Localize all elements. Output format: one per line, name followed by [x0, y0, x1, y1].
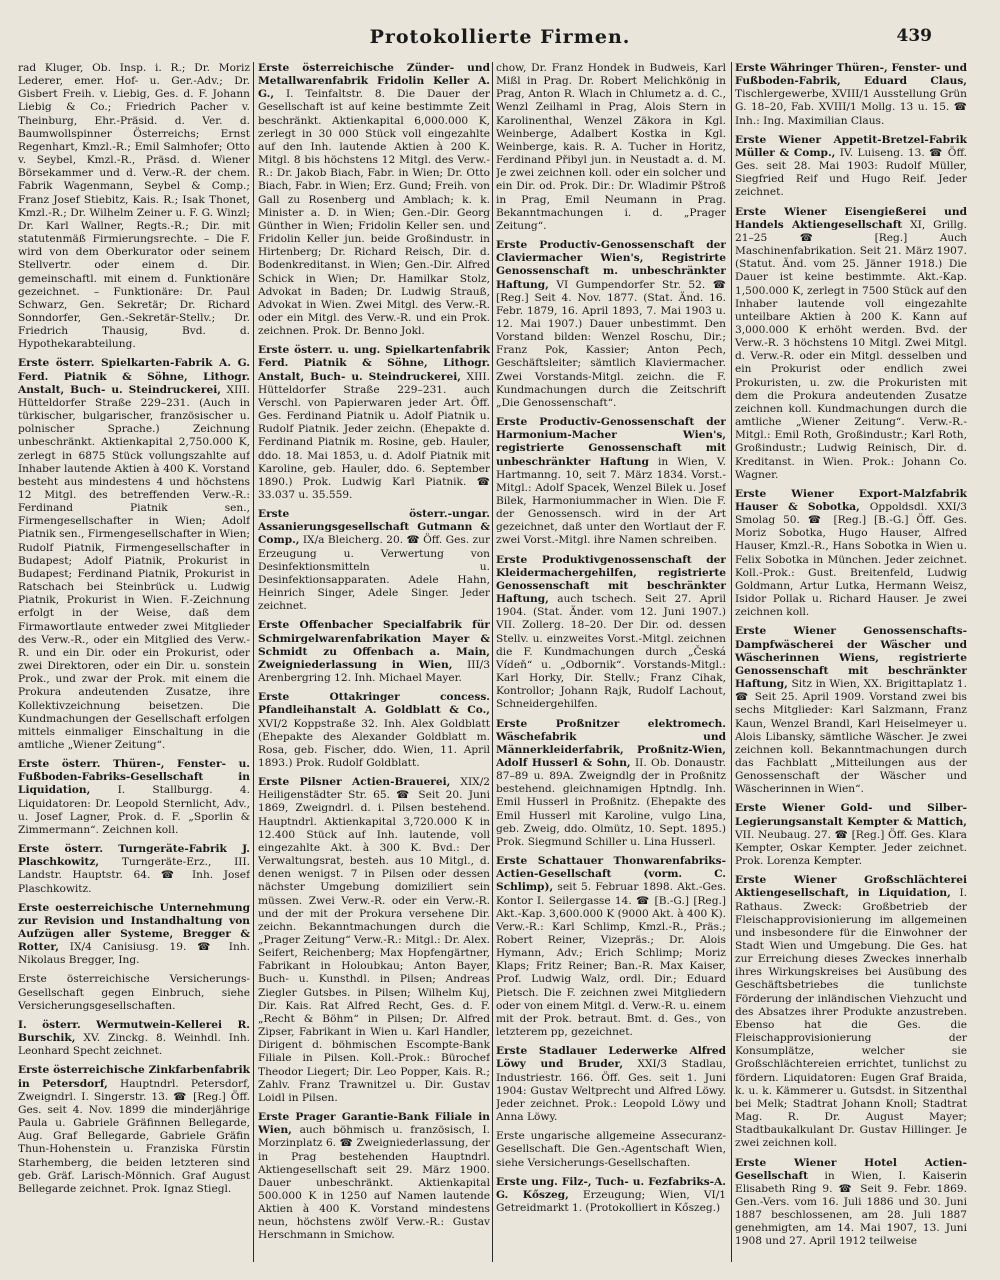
directory-entry: [258, 344, 490, 502]
firm-details: XIII. Hütteldorfer Straße 229–231. auch Verschl. von Papierwaren jeder Art. Öff. Ges. Ferdinand Piatnik u. Adolf Piatnik u. Rudolf Piatnik. Jeder zeichn. (Ehepakte d. Ferdinand Piatnik m. Rosine, geb. Hauler, ddo. 18. Mai 1853, u. d. Adolf Piatnik mit Karoline, geb. Hauler, ddo. 6. September 1890.) Prok. Ludwig Karl Piatnik. ☎ 33.037 u. 35.559.: [258, 370, 490, 501]
column-3: [496, 62, 726, 1262]
firm-name: Erste österr. u. ung. Spielkartenfabrik Ferd. Piatnik & Söhne, Lithogr. Anstalt, Buch- u. Steindruckerei,: [258, 344, 490, 383]
directory-entry: [735, 1157, 967, 1249]
running-title: Protokollierte Firmen.: [369, 26, 631, 48]
firm-details: XVI/2 Koppstraße 32. Inh. Alex Goldblatt (Ehepakte des Alexander Goldblatt m. Rosa, geb. Fischer, ddo. Wien, 11. April 1893.) Prok. Rudolf Goldblatt.: [258, 717, 490, 769]
firm-name: Erste österr.-ungar. Assanierungsgesellschaft Gutmann & Comp.,: [258, 508, 490, 547]
directory-entry: [18, 843, 250, 896]
directory-entry: [735, 62, 967, 128]
firm-details: I. Teinfaltstr. 8. Die Dauer der Gesellschaft ist auf keine bestimmte Zeit beschränkt. Aktienkapital 6,000.000 K, zerlegt in 30 000 Stück voll eingezahlte auf den Inh. lautende Aktien à 200 K. Mitgl. 8 bis höchstens 12 Mitgl. des Verw.-R.: Dr. Jakob Biach, Fabr. in Wien; Dr. Otto Biach, Fabr. in Wien; Erz. Gund; Freih. von Gall zu Rosenberg und Amblach; k. k. Minister a. D. in Wien; Gen.-Dir. Georg Günther in Wien; Fridolin Keller sen. und Fridolin Keller jun. beide Großindustr. in Hirtenberg; Dr. Richard Reisch, Dir. d. Bodenkreditanst. in Wien; Gen.-Dir. Alfred Schick in Wien; Dr. Hamilkar Stolz, Advokat in Baden; Dr. Ludwig Strauß, Advokat in Wien. Zwei Mitgl. des Verw.-R. oder ein Mitgl. des Verw.-R. und ein Prok. zeichnen. Prok. Dr. Benno Jokl.: [258, 88, 490, 338]
firm-name: Erste Productiv-Genossenschaft der Harmonium-Macher Wien's, registrierte Genossenschaft mit unbeschränkter Haftung: [496, 416, 726, 468]
directory-entry: [18, 1019, 250, 1058]
firm-details: VII. Neubaug. 27. ☎ [Reg.] Öff. Ges. Klara Kempter, Oskar Kempter. Jeder zeichnet. Prok. Lorenza Kempter.: [735, 828, 967, 868]
directory-entry: [496, 62, 726, 233]
firm-details: Sitz in Wien, XX. Brigittaplatz 1. ☎ Seit 25. April 1909. Vorstand zwei bis sechs Mitglieder: Karl Salzmann, Franz Kaun, Wenzel Brandl, Karl Heiselmeyer u. Alois Libansky, sämtliche Wäscher. Je zwei zeichnen koll. Bekanntmachungen durch das Fachblatt „Mitteilungen aus der Genossenschaft der Wäscher und Wäscherinnen in Wien“.: [735, 678, 967, 796]
firm-name: Erste Wiener Export-Malzfabrik Hauser & Sobotka,: [735, 487, 967, 513]
directory-entry: [18, 1064, 250, 1196]
firm-name: Erste Proßnitzer elektromech. Wäschefabrik und Männerkleiderfabrik, Proßnitz-Wien, Adolf Husserl & Sohn,: [496, 717, 726, 769]
firm-name: Erste Wiener Eisengießerei und Handels Aktiengesellschaft: [735, 205, 967, 231]
directory-entry: [18, 973, 250, 1012]
firm-name: Erste Produktivgenossenschaft der Kleidermachergehilfen, registrierte Genossenschaft mit beschränkter Haftung,: [496, 553, 726, 606]
directory-entry: [496, 416, 726, 548]
firm-name: Erste Stadlauer Lederwerke Alfred Löwy und Bruder,: [496, 1045, 726, 1071]
firm-details: in Wien, V. Hartmanng. 10, seit 7. März 1834. Vorst.-Mitgl.: Adolf Spacek, Wenzel Bilek u. Josef Bilek, Harmoniummacher in Wien. Die F. der Genossensch. wird in der Art gezeichnet, daß unter den Wortlaut der F. zwei Vorst.-Mitgl. ihre Namen schreiben.: [496, 455, 726, 547]
firm-details: auch böhmisch u. französisch, I. Morzinplatz 6. ☎ Zweigniederlassung, der in Prag bestehenden Hauptndrl. Aktiengesellschaft seit 29. März 1900. Dauer unbeschränkt. Aktienkapital 500.000 K in 1250 auf Namen lautende Aktien à 400 K. Vorstand mindestens neun, höchstens zwölf Verw.-R.: Gustav Herschmann in Smichow.: [258, 1124, 490, 1242]
firm-details: chow, Dr. Franz Hondek in Budweis, Karl Mißl in Prag. Dr. Robert Melichkönig in Prag, Anton R. Wlach in Chlumetz a. d. C., Wenzl Zeilhaml in Prag, Alois Stern in Karolinenthal, Wenzel Zäkora in Kgl. Weinberge, Adalbert Kostka in Kgl. Weinberge, kais. R. A. Tucher in Horitz, Ferdinand Přibyl jun. in Neustadt a. d. M. Je zwei zeichnen koll. oder ein solcher und ein Dir. od. Prok. Dir.: Dr. Wladimir Pštroß in Prag, Emil Neumann in Prag. Bekanntmachungen i. d. „Prager Zeitung“.: [496, 62, 726, 232]
firm-details: Oppoldsdl. XXI/3 Smolag 50. ☎ [Reg.] [B.-G.] Öff. Ges. Moriz Sobotka, Hugo Hauser, Alfred Hauser, Kmzl.-R., Hans Sobotka in Wien u. Felix Sobotka in München. Jeder zeichnet. Koll.-Prok.: Gust. Breitenfeld, Ludwig Goldmann, Artur Lutka, Hermann Weisz, Isidor Pollak u. Richard Hauser. Je zwei zeichnen koll.: [735, 501, 967, 619]
firm-details: Erste ungarische allgemeine Assecuranz-Gesellschaft. Die Gen.-Agentschaft Wien, siehe Versicherungs-Gesellschaften.: [496, 1130, 726, 1169]
firm-details: Hauptndrl. Petersdorf, Zweigndrl. I. Singerstr. 13. ☎ [Reg.] Öff. Ges. seit 4. Nov. 1899 die minderjährige Paula u. Gabriele Gräfinnen Bellegarde, Aug. Graf Bellegarde, Gabriele Gräfin Thun-Hohenstein u. Franziska Fürstin Starhemberg, die beiden letzteren sind geb. Gräf. Larisch-Mönnich. Graf August Bellegarde zeichnet. Prok. Ignaz Stiegl.: [18, 1077, 250, 1195]
directory-entry: [18, 62, 250, 351]
column-rule: [731, 62, 732, 1262]
firm-name: Erste Prager Garantie-Bank Filiale in Wien,: [258, 1111, 490, 1137]
firm-details: XIII. Hütteldorfer Straße 229–231. (Auch in türkischer, bulgarischer, französischer u. polnischer Sprache.) Zeichnung unbeschränkt. Aktienkapital 2,750.000 K, zerlegt in 6875 Stück vollungszahlte auf Inhaber lautende Aktien à 400 K. Vorstand besteht aus mindestens 4 und höchstens 12 Mitgl. des betreffenden Verw.-R.: Ferdinand Piatnik sen., Firmengesellschafter in Wien; Adolf Piatnik sen., Firmengesellschafter in Wien; Rudolf Piatnik, Firmengesellschafter in Budapest; Adolf Piatnik, Prokurist in Budapest; Ferdinand Piatnik, Prokurist in Ratschach bei Steinbrück u. Ludwig Piatnik, Prokurist in Wien. F.-Zeichnung erfolgt in der Weise, daß dem Firmawortlaute entweder zwei Mitglieder des Verw.-R., oder ein Mitglied des Verw.-R. und ein Dir. oder ein Prokurist, oder zwei Direktoren, oder ein Dir. u. sonstein Prok., und zwar der Prok. mit einem die Prokura andeutenden Zusatze, ihre Kollektivzeichnung beisetzen. Die Kundmachungen der Gesellschaft erfolgen mittels einmaliger Einschaltung in die amtliche „Wiener Zeitung“.: [18, 383, 250, 751]
firm-name: Erste Ottakringer concess. Pfandleihanstalt A. Goldblatt & Co.,: [258, 691, 490, 717]
directory-entry: [258, 691, 490, 770]
column-4: [735, 62, 967, 1262]
firm-name: Erste österr. Thüren-, Fenster- u. Fußboden-Fabriks-Gesellschaft in Liquidation,: [18, 758, 250, 797]
firm-details: II. Ob. Donaustr. 87–89 u. 89A. Zweigndlg der in Proßnitz bestehend. gleichnamigen Hptndlg. Inh. Emil Husserl in Proßnitz. (Ehepakte des Emil Husserl mit Karoline, vulgo Lina, geb. Zweig, ddo. Olmütz, 10. Sept. 1895.) Prok. Siegmund Schiller u. Lina Husserl.: [496, 756, 726, 848]
directory-entry: [18, 357, 250, 752]
firm-details: XXI/3 Stadlau, Industriestr. 166. Öff. Ges. seit 1. Juni 1904: Gustav Weltprecht und Alfred Löwy. Jeder zeichnet. Prok.: Leopold Löwy und Anna Löwy.: [496, 1058, 726, 1124]
directory-entry: [735, 488, 967, 620]
firm-name: Erste österr. Turngeräte-Fabrik J. Plaschkowitz,: [18, 843, 250, 869]
directory-entry: [496, 1130, 726, 1169]
firm-details: Turngeräte-Erz., III. Landstr. Hauptstr. 64. ☎ Inh. Josef Plaschkowitz.: [18, 856, 250, 895]
page-header: [0, 26, 1000, 56]
directory-entry: [258, 508, 490, 613]
directory-entry: [258, 1111, 490, 1243]
directory-entry: [496, 1045, 726, 1124]
directory-entry: [496, 554, 726, 712]
firm-details: VI Gumpendorfer Str. 52. ☎ [Reg.] Seit 4. Nov. 1877. (Stat. Änd. 16. Febr. 1879, 16. April 1893, 7. Mai 1903 u. 12. Mai 1907.) Dauer unbestimmt. Den Vorstand bilden: Wenzel Roschu, Dir.; Franz Pok, Kassier; Anton Pech, Geschäftsleiter; sämtlich Klaviermacher. Zwei Vorstands-Mitgl. zeichn. die F. Kundmachungen durch die Zeitschrift „Die Genossenschaft“.: [496, 278, 726, 409]
firm-details: III/3 Arenbergring 12. Inh. Michael Mayer.: [258, 658, 490, 685]
firm-details: auch tschech. Seit 27. April 1904. (Stat. Änder. vom 12. Juni 1907.) VII. Zollerg. 18–20. Der Dir. od. dessen Stellv. u. einzweites Vorst.-Mitgl. zeichnen die F. Kundmachungen durch „Česká Vídeň“ u. „Odbornik“. Vorstands-Mitgl.: Karl Horky, Dir. Stellv.; Franz Cihak, Kontrollor; Johann Rajk, Rudolf Lachout, Schneidergehilfen.: [496, 593, 726, 711]
firm-name: Erste Offenbacher Specialfabrik für Schmirgelwarenfabrikation Mayer & Schmidt zu Offenbach a. Main, Zweigniederlassung in Wien,: [258, 619, 490, 671]
firm-details: I. Stallburgg. 4. Liquidatoren: Dr. Leopold Sternlicht, Adv., u. Josef Lagner, Prok. d. F. „Sporlin & Zimmermann“. Zeichnen koll.: [18, 784, 250, 836]
firm-details: Tischlergewerbe, XVIII/1 Ausstellung Grün G. 18–20, Fab. XVIII/1 Mollg. 13 u. 15. ☎ Inh.: Ing. Maximilian Claus.: [735, 88, 967, 127]
column-2: [258, 62, 490, 1262]
firm-name: Erste oesterreichische Unternehmung zur Revision und Instandhaltung von Aufzügen aller Systeme, Bregger & Rotter,: [18, 901, 250, 954]
firm-name: Erste österreichische Zünder- und Metallwarenfabrik Fridolin Keller A. G.,: [258, 62, 490, 101]
firm-name: Erste Währinger Thüren-, Fenster- und Fußboden-Fabrik, Eduard Claus,: [735, 62, 967, 88]
firm-name: I. österr. Wermutwein-Kellerei R. Burschik,: [18, 1018, 250, 1045]
firm-details: IX/4 Canisiusg. 19. ☎ Inh. Nikolaus Bregger, Ing.: [18, 941, 250, 967]
firm-name: Erste Wiener Gold- und Silber-Legierungsanstalt Kempter & Mattich,: [735, 802, 967, 828]
firm-name: Erste ung. Filz-, Tuch- u. Fezfabriks-A. G. Kőszeg,: [496, 1175, 726, 1201]
firm-name: Erste Wiener Hotel Actien-Gesellschaft: [735, 1156, 967, 1182]
directory-entry: [258, 62, 490, 338]
firm-name: Erste Wiener Genossenschafts-Dampfwäscherei der Wäscher und Wäscherinnen Wiens, registrierte Genossenschaft mit beschränkter Haftung,: [735, 625, 967, 691]
directory-entry: [735, 874, 967, 1150]
firm-details: rad Kluger, Ob. Insp. i. R.; Dr. Moriz Lederer, emer. Hof- u. Ger.-Adv.; Dr. Gisbert Freih. v. Liebig, Ges. d. F. Johann Liebig & Co.; Friedrich Pacher v. Theinburg, Ehr.-Präsid. d. Ver. d. Baumwollspinner Österreichs; Ernst Regenhart, Kmzl.-R.; Emil Salmhofer; Otto v. Seybel, Kmzl.-R., Präsd. d. Wiener Börsekammer und d. Verw.-R. der chem. Fabrik Wagenmann, Seybel & Comp.; Franz Josef Stiebitz, Kais. R.; Isak Thonet, Kmzl.-R.; Dr. Wilhelm Zeiner u. F. G. Winzl; Dr. Karl Wallner, Regts.-R.; Dir. mit statutenmäß Firmierungsrechte. – Die F. wird von dem Oberkurator oder seinem Stellvertr. oder einem d. Dir. gemeinschaftl. mit einem d. Funktionäre gezeichnet. – Funktionäre: Dr. Paul Schwarz, Gen. Sekretär; Dr. Richard Sonndorfer, Gen.-Sekretär-Stellv.; Dr. Friedrich Thausig, Bvd. d. Hypothekarabteilung.: [18, 62, 250, 351]
column-1: [18, 62, 250, 1262]
firm-details: IV. Luiseng. 13. ☎ Öff. Ges. seit 28. Mai 1903: Rudolf Müller, Siegfried Reif und Hugo Reif. Jeder zeichnet.: [735, 146, 967, 199]
firm-details: XIX/2 Heiligenstädter Str. 65. ☎ Seit 20. Juni 1869, Zweigndrl. d. i. Pilsen bestehend. Hauptndrl. Aktienkapital 3,720.000 K in 12.400 Stück auf Inh. lautende, voll eingezahlte Akt. à 300 K. Bvd.: Der Verwaltungsrat, besteh. aus 10 Mitgl., d. denen wenigst. 7 in Pilsen oder dessen nächster Umgebung domiziliert sein müssen. Zwei Verw.-R. oder ein Verw.-R. und der mit der Prokura versehene Dir. zeichn. Bekanntmachungen durch die „Prager Zeitung“ Verw.-R.: Mitgl.: Dr. Alex. Seifert, Reichenberg; Max Hopfengärtner, Fabrikant in Holoubkau; Anton Bayer, Buch- u. Kunsthdl. in Pilsen; Andreas Ziegler Gutsbes. in Pilsen; Wilhelm Kuj, Dir. Kais. Rat Alfred Recht, Ges. d. F. „Recht & Böhm“ in Pilsen; Dr. Alfred Zipser, Fabrikant in Wien u. Karl Handler, Dirigent d. böhmischen Escompte-Bank Filiale in Pilsen. Koll.-Prok.: Bürochef Theodor Liegert; Dir. Leo Popper, Kais. R.; Zahlv. Franz Trawnitzel u. Dir. Gustav Loidl in Pilsen.: [258, 776, 490, 1104]
column-rule: [253, 62, 254, 1262]
firm-name: Erste Wiener Appetit-Bretzel-Fabrik Müller & Comp.,: [735, 133, 967, 159]
column-rule: [492, 62, 493, 1262]
directory-entry: [496, 1176, 726, 1215]
firm-details: Erzeugung; Wien, VI/1 Getreidmarkt 1. (Protokolliert in Kőszeg.): [496, 1188, 726, 1214]
directory-entry: [735, 802, 967, 868]
directory-entry: [18, 902, 250, 968]
firm-name: Erste österreichische Zinkfarbenfabrik in Petersdorf,: [18, 1064, 250, 1090]
firm-details: seit 5. Februar 1898. Akt.-Ges. Kontor I. Seilergasse 14. ☎ [B.-G.] [Reg.] Akt.-Kap. 3,600.000 K (9000 Akt. à 400 K). Verw.-R.: Karl Schlimp, Kmzl.-R., Präs.; Robert Reiner, Vizepräs.; Dr. Alois Hymann, Adv.; Erich Schlimp; Moriz Klaps; Fritz Reiner; Ban.-R. Max Kaiser, Prof. Ludwig Walz, ordl. Dir.; Eduard Pietsch. Die F. zeichnen zwei Mitgliedern oder von einem Mitgl. d. Verw.-R. u. einem mit der Prok. betraut. Bmt. d. Ges., von letzterem pp, gezeichnet.: [496, 881, 726, 1039]
directory-entry: [258, 619, 490, 685]
firm-details: I. Rathaus. Zweck: Großbetrieb der Fleischapprovisionierung im allgemeinen und insbesondere für die Einwohner der Stadt Wien und Umgebung. Die Ges. hat zur Erreichung dieses Zweckes innerhalb ihres Wirkungskreises bei Ausübung des Geschäftsbetriebes die tunlichste Förderung der inländischen Viehzucht und des Absatzes ihrer Produkte anzustreben. Ebenso hat die Ges. die Fleischapprovisionierung der Konsumplätze, welcher sie Großschlächtereien errichtet, tunlichst zu fördern. Liquidatoren: Eugen Graf Braida, k. u. k. Kämmerer u. Gutsdst. in Sitzenthal bei Melk; Stadtrat Johann Knoll; Stadtrat Mag. R. Dr. August Mayer; Stadtbaukalkulant Dr. Gustav Hillinger. Je zwei zeichnen koll.: [735, 887, 967, 1150]
firm-details: IX/a Bleicherg. 20. ☎ Öff. Ges. zur Erzeugung u. Verwertung von Desinfektionsmitteln u. Desinfektionsapparaten. Adele Hahn, Heinrich Singer, Adele Singer. Jeder zeichnet.: [258, 534, 490, 613]
firm-name: Erste Schattauer Thonwarenfabriks-Actien-Gesellschaft (vorm. C. Schlimp),: [496, 855, 726, 894]
firm-name: Erste österr. Spielkarten-Fabrik A. G. Ferd. Piatnik & Söhne, Lithogr. Anstalt, Buch- u. Steindruckerei,: [18, 357, 250, 396]
firm-name: Erste Productiv-Genossenschaft der Claviermacher Wien's, Registrirte Genossenschaft m. unbeschränkter Haftung,: [496, 239, 726, 291]
directory-entry: [18, 758, 250, 837]
directory-entry: [735, 206, 967, 482]
directory-entry: [735, 625, 967, 796]
directory-entry: [496, 855, 726, 1039]
firm-details: Erste österreichische Versicherungs-Gesellschaft gegen Einbruch, siehe Versicherungsgesellschaften.: [18, 973, 250, 1012]
firm-details: in Wien, I. Kaiserin Elisabeth Ring 9. ☎ Seit 9. Febr. 1869. Gen.-Vers. vom 16. Juli 1886 und 30. Juni 1887 beschlossenen, am 28. Juli 1887 genehmigten, am 14. Mai 1907, 13. Juni 1908 und 27. April 1912 teilweise: [735, 1169, 967, 1248]
firm-details: XI, Grillg. 21–25 ☎ [Reg.] Auch Maschinenfabrikation. Seit 21. März 1907. (Statut. Änd. vom 25. Jänner 1918.) Die Dauer ist keine bestimmte. Akt.-Kap. 1,500.000 K, zerlegt in 7500 Stück auf den Inhaber lautende voll eingezahlte unteilbare Aktien à 200 K. Kann auf 3,000.000 K erhöht werden. Bvd. der Verw.-R. 3 höchstens 10 Mitgl. Zwei Mitgl. d. Verw.-R. oder ein Mitgl. desselben und ein Prokurist oder endlich zwei Prokuristen, u. zw. die Prokuristen mit dem die Prokura andeutenden Zusatze zeichnen koll. Kundmachungen durch die amtliche „Wiener Zeitung“. Verw.-R.-Mitgl.: Emil Roth, Großindustr.; Karl Roth, Großindustr.; Ludwig Reinisch, Dir. d. Kreditanst. in Wien. Prok.: Johann Co. Wagner.: [735, 218, 967, 481]
directory-entry: [258, 776, 490, 1105]
directory-entry: [496, 718, 726, 850]
firm-name: Erste Pilsner Actien-Brauerei,: [258, 776, 451, 789]
directory-entry: [735, 134, 967, 200]
firm-name: Erste Wiener Großschlächterei Aktiengesellschaft, in Liquidation,: [735, 874, 967, 900]
page-number: 439: [896, 26, 932, 46]
firm-details: XV. Zinckg. 8. Weinhdl. Inh. Leonhard Specht zeichnet.: [18, 1032, 250, 1058]
directory-entry: [496, 239, 726, 410]
